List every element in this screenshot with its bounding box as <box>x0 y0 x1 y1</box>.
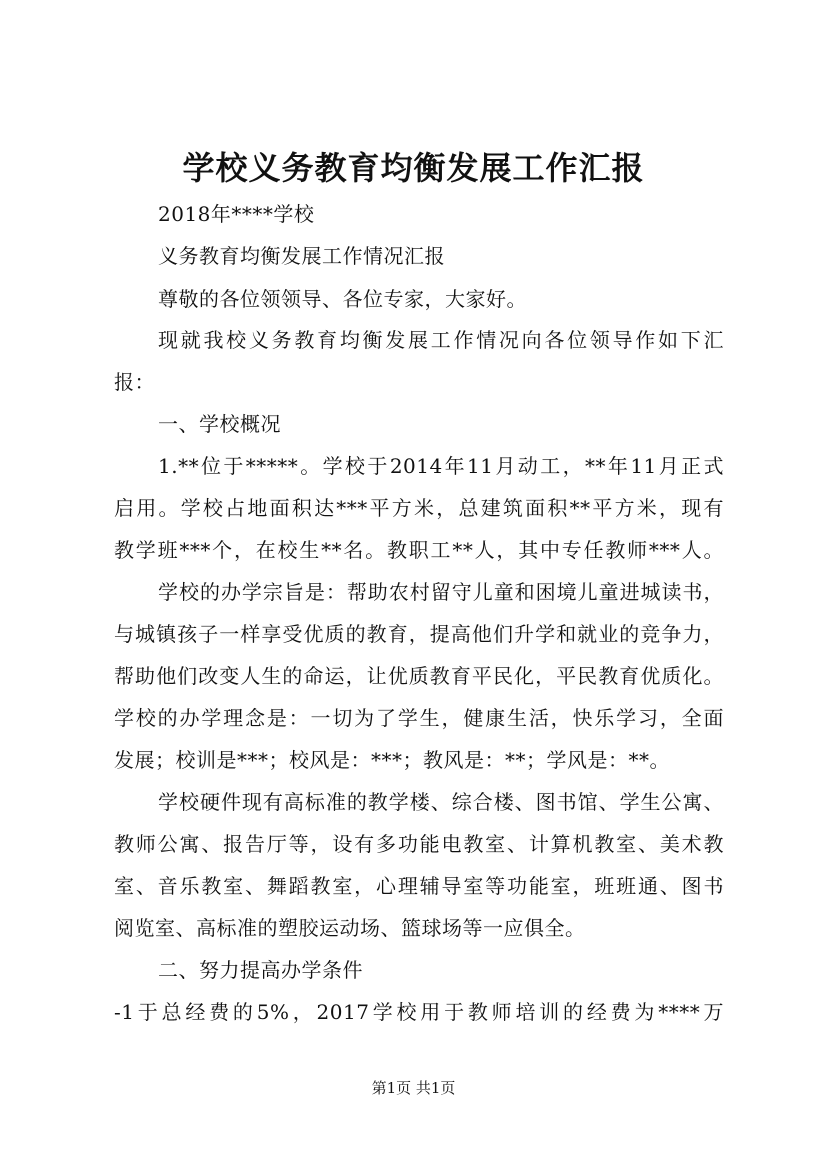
text-line: 现就我校义务教育均衡发展工作情况向各位领导作如下汇 <box>158 328 724 352</box>
text-line: 帮助他们改变人生的命运，让优质教育平民化，平民教育优质化。 <box>114 664 724 688</box>
text-line: 阅览室、高标准的塑胶运动场、篮球场等一应俱全。 <box>114 916 586 940</box>
document-title: 学校义务教育均衡发展工作汇报 <box>182 149 645 187</box>
text-line: 义务教育均衡发展工作情况汇报 <box>158 244 445 268</box>
page-footer: 第1页 共1页 <box>371 1079 456 1097</box>
text-line: 室、音乐教室、舞蹈教室，心理辅导室等功能室，班班通、图书 <box>114 874 724 898</box>
text-line: 发展；校训是***；校风是：***；教风是：**；学风是：**。 <box>114 748 670 772</box>
text-line: 教学班***个，在校生**名。教职工**人，其中专任教师***人。 <box>114 538 724 562</box>
text-line: 教师公寓、报告厅等，设有多功能电教室、计算机教室、美术教 <box>114 832 724 856</box>
text-line: 启用。学校占地面积达***平方米，总建筑面积**平方米，现有 <box>114 496 724 520</box>
section-heading: 二、努力提高办学条件 <box>158 958 363 982</box>
text-line: -1于总经费的5%，2017学校用于教师培训的经费为****万 <box>114 1000 724 1024</box>
text-line: 学校硬件现有高标准的教学楼、综合楼、图书馆、学生公寓、 <box>158 790 724 814</box>
text-line: 1.**位于*****。学校于2014年11月动工，**年11月正式 <box>158 454 724 478</box>
text-line: 报： <box>114 370 155 394</box>
section-heading: 一、学校概况 <box>158 412 281 436</box>
text-line: 学校的办学理念是：一切为了学生，健康生活，快乐学习，全面 <box>114 706 724 730</box>
text-line: 2018年****学校 <box>158 202 315 226</box>
text-line: 尊敬的各位领领导、各位专家，大家好。 <box>158 287 527 311</box>
text-line: 与城镇孩子一样享受优质的教育，提高他们升学和就业的竞争力， <box>114 622 724 646</box>
text-line: 学校的办学宗旨是：帮助农村留守儿童和困境儿童进城读书， <box>158 580 724 604</box>
